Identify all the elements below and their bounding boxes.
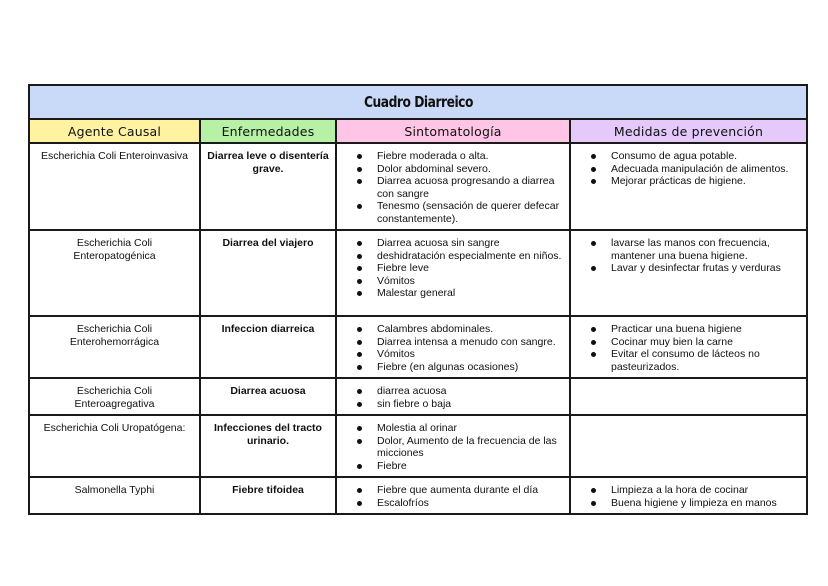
symptoms-list xyxy=(341,484,565,509)
prevention-item: Evitar el consumo de lácteos no pasteurizados. xyxy=(611,348,802,373)
symptoms-cell xyxy=(336,316,570,378)
prevention-item: Adecuada manipulación de alimentos. xyxy=(611,163,802,176)
table-row xyxy=(29,143,807,230)
prevention-list xyxy=(575,323,802,373)
disease-cell: Diarrea acuosa xyxy=(200,378,336,415)
symptom-item: diarrea acuosa xyxy=(377,385,565,398)
symptom-item: Fiebre moderada o alta. xyxy=(377,150,565,163)
symptom-item: Calambres abdominales. xyxy=(377,323,565,336)
header-row xyxy=(29,119,807,143)
symptoms-list xyxy=(341,323,565,373)
table-row xyxy=(29,230,807,316)
symptom-item: Malestar general xyxy=(377,287,565,300)
header-symptoms: Sintomatología xyxy=(336,119,570,143)
symptom-item: Escalofríos xyxy=(377,497,565,510)
table-row xyxy=(29,477,807,514)
prevention-cell xyxy=(570,316,807,378)
table-row xyxy=(29,378,807,415)
agent-cell: Escherichia Coli Enterohemorrágica xyxy=(29,316,200,378)
symptoms-list xyxy=(341,150,565,225)
symptom-item: Vómitos xyxy=(377,275,565,288)
symptom-item: Tenesmo (sensación de querer defecar constantemente). xyxy=(377,200,565,225)
prevention-cell xyxy=(570,415,807,477)
symptom-item: Fiebre leve xyxy=(377,262,565,275)
header-agent: Agente Causal xyxy=(29,119,200,143)
prevention-item: lavarse las manos con frecuencia, mantener una buena higiene. xyxy=(611,237,802,262)
symptom-item: deshidratación especialmente en niños. xyxy=(377,250,565,263)
symptoms-cell xyxy=(336,378,570,415)
table-row xyxy=(29,415,807,477)
symptoms-list xyxy=(341,422,565,472)
table-title xyxy=(29,85,807,119)
symptom-item: sin fiebre o baja xyxy=(377,398,565,411)
agent-cell: Escherichia Coli Enteropatogénica xyxy=(29,230,200,316)
symptom-item: Fiebre xyxy=(377,460,565,473)
symptom-item: Diarrea acuosa sin sangre xyxy=(377,237,565,250)
symptom-item: Fiebre que aumenta durante el día xyxy=(377,484,565,497)
symptom-item: Dolor, Aumento de la frecuencia de las micciones xyxy=(377,435,565,460)
title-row xyxy=(29,85,807,119)
prevention-cell xyxy=(570,378,807,415)
prevention-cell xyxy=(570,477,807,514)
agent-cell: Escherichia Coli Enteroagregativa xyxy=(29,378,200,415)
prevention-list xyxy=(575,237,802,275)
disease-cell: Diarrea leve o disentería grave. xyxy=(200,143,336,230)
disease-cell: Infeccion diarreica xyxy=(200,316,336,378)
symptom-item: Vómitos xyxy=(377,348,565,361)
diarrhea-table xyxy=(28,84,808,515)
disease-cell: Diarrea del viajero xyxy=(200,230,336,316)
prevention-item: Mejorar prácticas de higiene. xyxy=(611,175,802,188)
symptoms-list xyxy=(341,237,565,300)
prevention-item: Practicar una buena higiene xyxy=(611,323,802,336)
symptom-item: Fiebre (en algunas ocasiones) xyxy=(377,361,565,374)
symptom-item: Diarrea acuosa progresando a diarrea con sangre xyxy=(377,175,565,200)
prevention-item: Limpieza a la hora de cocinar xyxy=(611,484,802,497)
symptoms-cell xyxy=(336,143,570,230)
table-title-text: Cuadro Diarreico xyxy=(363,93,473,111)
symptom-item: Molestia al orinar xyxy=(377,422,565,435)
prevention-list xyxy=(575,484,802,509)
table-body xyxy=(29,143,807,514)
prevention-item: Lavar y desinfectar frutas y verduras xyxy=(611,262,802,275)
agent-cell: Salmonella Typhi xyxy=(29,477,200,514)
prevention-item: Consumo de agua potable. xyxy=(611,150,802,163)
header-disease: Enfermedades xyxy=(200,119,336,143)
prevention-item: Cocinar muy bien la carne xyxy=(611,336,802,349)
prevention-list xyxy=(575,150,802,188)
agent-cell: Escherichia Coli Uropatógena: xyxy=(29,415,200,477)
symptoms-cell xyxy=(336,230,570,316)
table-row xyxy=(29,316,807,378)
symptoms-cell xyxy=(336,415,570,477)
symptoms-list xyxy=(341,385,565,410)
symptom-item: Diarrea intensa a menudo con sangre. xyxy=(377,336,565,349)
prevention-cell xyxy=(570,143,807,230)
header-prevention: Medidas de prevención xyxy=(570,119,807,143)
prevention-cell xyxy=(570,230,807,316)
symptom-item: Dolor abdominal severo. xyxy=(377,163,565,176)
agent-cell: Escherichia Coli Enteroinvasiva xyxy=(29,143,200,230)
disease-cell: Fiebre tifoidea xyxy=(200,477,336,514)
disease-cell: Infecciones del tracto urinario. xyxy=(200,415,336,477)
prevention-item: Buena higiene y limpieza en manos xyxy=(611,497,802,510)
symptoms-cell xyxy=(336,477,570,514)
